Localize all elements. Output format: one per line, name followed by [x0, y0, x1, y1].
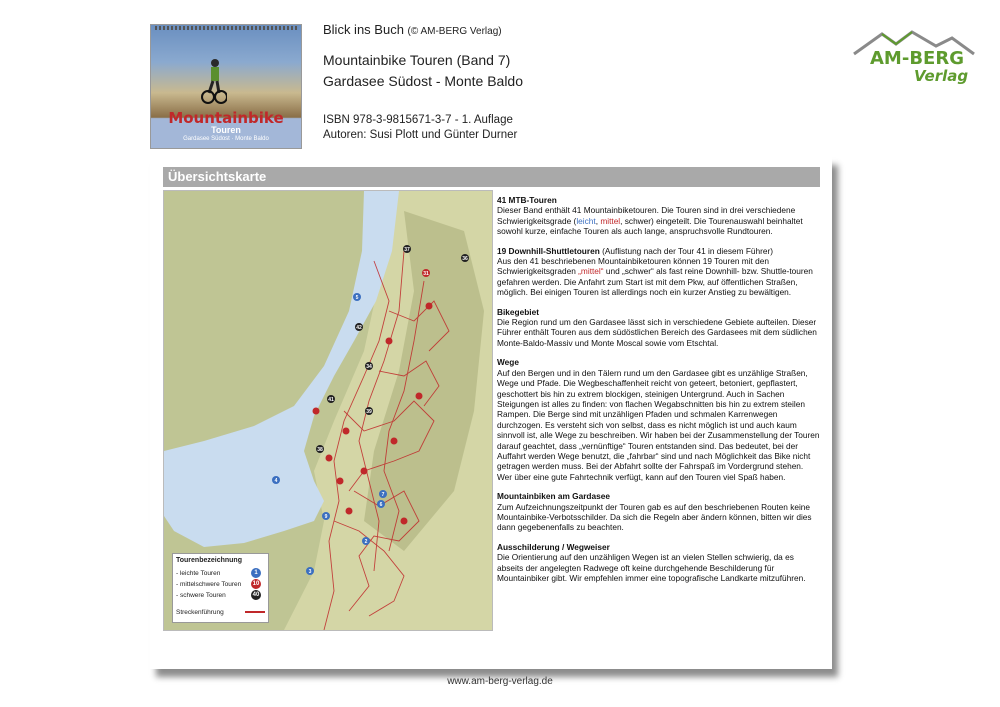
grade-mittel: mittel — [600, 215, 621, 226]
downhill-text-a: Aus den 41 beschriebenen Mountainbiketouren können 19 Touren mit den Schwierigkeitsgraden — [497, 256, 769, 277]
heading-bikegebiet: Bikegebiet — [497, 306, 539, 317]
book-cover — [150, 24, 302, 149]
svg-text:6: 6 — [379, 502, 383, 508]
section-downhill — [497, 246, 820, 298]
heading-ausschilderung: Ausschilderung / Wegweiser — [497, 541, 610, 552]
logo-name: AM-BERG — [870, 48, 964, 69]
svg-text:31: 31 — [423, 271, 429, 277]
description-text — [497, 195, 820, 592]
svg-text:3: 3 — [308, 569, 312, 575]
cover-title: Mountainbike — [168, 109, 284, 127]
svg-text:37: 37 — [404, 247, 410, 253]
section-mtb-touren — [497, 195, 820, 237]
svg-text:4: 4 — [274, 478, 278, 484]
section-gardasee — [497, 491, 820, 533]
svg-text:7: 7 — [381, 492, 385, 498]
gardasee-text: Zum Aufzeichnungszeitpunkt der Touren gab es auf den beschriebenen Routen keine Mountainbike-Verbotsschilder. Da sich die Regeln aber ändern können, bitten wir dies dann gegebenenfalls zu beachten. — [497, 501, 812, 533]
legend-route-line — [245, 611, 265, 613]
cover-region: Gardasee Südost · Monte Baldo — [183, 136, 269, 142]
svg-text:5: 5 — [355, 295, 359, 301]
mtb-touren-text-a: Dieser Band enthält 41 Mountainbiketouren. Die Touren sind in drei verschiedene Schwierigkeitsgrade ( — [497, 205, 796, 226]
heading-gardasee: Mountainbiken am Gardasee — [497, 491, 610, 502]
legend-hard: - schwere Touren — [176, 592, 226, 599]
legend-route: Streckenführung — [176, 609, 224, 616]
section-ausschilderung — [497, 542, 820, 584]
section-wege — [497, 357, 820, 482]
spiral-binding — [155, 26, 297, 30]
downhill-text-b: und „schwer“ als fast reine Downhill- bzw. Shuttle-touren gefahren werden. Die Anfahrt zum Start ist mit dem Pkw, auf öffentlichen Straßen, möglich. Bei einigen Touren ist allerdings noch ein kurzer Anstieg zu bewältigen. — [497, 266, 813, 298]
blick-line — [323, 22, 502, 37]
downhill-grade-mittel: „mittel“ — [578, 266, 604, 277]
blick-ins-buch: Blick ins Buch — [323, 22, 404, 37]
footer-url[interactable]: www.am-berg-verlag.de — [447, 676, 553, 687]
wege-text: Auf den Bergen und in den Tälern rund um den Gardasee gibt es unzählige Straßen, Wege und Pfade. Die Wegbeschaffenheit reicht von geteert, betoniert, gepflastert, geschottert bis hin zu extrem blockigen, steinigen Untergrund. Auch in Sachen Steigungen ist alles zu finden: von flachen Wegabschnitten bis hin zu extrem steilen Rampen. Die Berge sind mit unzähligen Pfaden und schmalen Karrenwegen durchzogen. Es versteht sich von selbst, dass es nicht möglich ist und auch kaum sinnvoll ist, alle Wege zu beschreiben. Wir haben bei der Zusammenstellung der Touren darauf geachtet, dass „vernünftige“ Touren entstanden sind. Das bedeutet, bei der Auffahrt werden Wege benutzt, die „fahrbar“ sind und nach Möglichkeit das Bike nicht getragen werden muss. Bei der Abfahrt sollte der Fahrspaß im Vordergrund stehen. Wer über eine gute Fahrtechnik verfügt, kann auf den Touren viel Spaß haben. — [497, 367, 820, 482]
legend-medium: - mittelschwere Touren — [176, 581, 242, 588]
panel-title: Übersichtskarte — [168, 169, 267, 184]
preview-panel — [150, 157, 832, 669]
heading-downhill: 19 Downhill-Shuttletouren — [497, 245, 600, 256]
panel-header — [163, 167, 820, 187]
copyright-note: (© AM-BERG Verlag) — [407, 26, 502, 37]
legend-easy: - leichte Touren — [176, 570, 221, 577]
legend-easy-marker: 1 — [251, 568, 261, 578]
ausschilderung-text: Die Orientierung auf den unzähligen Wegen ist an vielen Stellen schwierig, da es abseits der angelegten Radwege oft keine durchgehende Beschilderung für Mountainbiker gibt. Wir empfehlen immer eine topografische Landkarte mitzuführen. — [497, 552, 806, 583]
map-legend — [172, 553, 269, 623]
legend-title: Tourenbezeichnung — [176, 557, 242, 564]
book-title: Mountainbike Touren (Band 7) — [323, 52, 511, 68]
bikegebiet-text: Die Region rund um den Gardasee lässt sich in verschiedene Gebiete aufteilen. Dieser Führer enthält Touren aus dem südöstlichen Bereich des Gardasees mit dem südlichen Monte-Baldo-Massiv und Monte Moscal sowie vom Etschtal. — [497, 317, 817, 348]
downhill-note: (Auflistung nach der Tour 41 in diesem Führer) — [599, 245, 774, 256]
heading-wege: Wege — [497, 357, 519, 368]
publisher-logo[interactable] — [852, 28, 976, 90]
heading-mtb-touren: 41 MTB-Touren — [497, 195, 557, 205]
cyclist-icon — [201, 57, 227, 105]
svg-text:2: 2 — [364, 539, 368, 545]
comma: , — [595, 215, 601, 226]
isbn: ISBN 978-3-9815671-3-7 - 1. Auflage — [323, 114, 513, 126]
svg-text:42: 42 — [356, 325, 362, 331]
svg-text:9: 9 — [324, 514, 328, 520]
svg-text:41: 41 — [328, 397, 334, 403]
svg-text:39: 39 — [366, 409, 372, 415]
mtb-touren-text-b: , schwer) eingeteilt. Die Tourenauswahl beinhaltet sowohl kurze, einfache Touren als auch lange, anspruchsvolle Rundtouren. — [497, 215, 803, 237]
legend-hard-marker: 40 — [252, 592, 260, 598]
cover-subtitle: Touren — [211, 125, 241, 135]
svg-text:34: 34 — [366, 364, 372, 370]
grade-leicht: leicht — [576, 215, 596, 226]
svg-text:38: 38 — [317, 447, 323, 453]
legend-medium-marker: 10 — [252, 581, 260, 587]
logo-verlag: Verlag — [914, 67, 969, 85]
book-subtitle: Gardasee Südost - Monte Baldo — [323, 73, 524, 89]
section-bikegebiet — [497, 307, 820, 349]
overview-map — [163, 190, 493, 631]
authors: Autoren: Susi Plott und Günter Durner — [323, 129, 518, 141]
svg-text:36: 36 — [462, 256, 468, 262]
